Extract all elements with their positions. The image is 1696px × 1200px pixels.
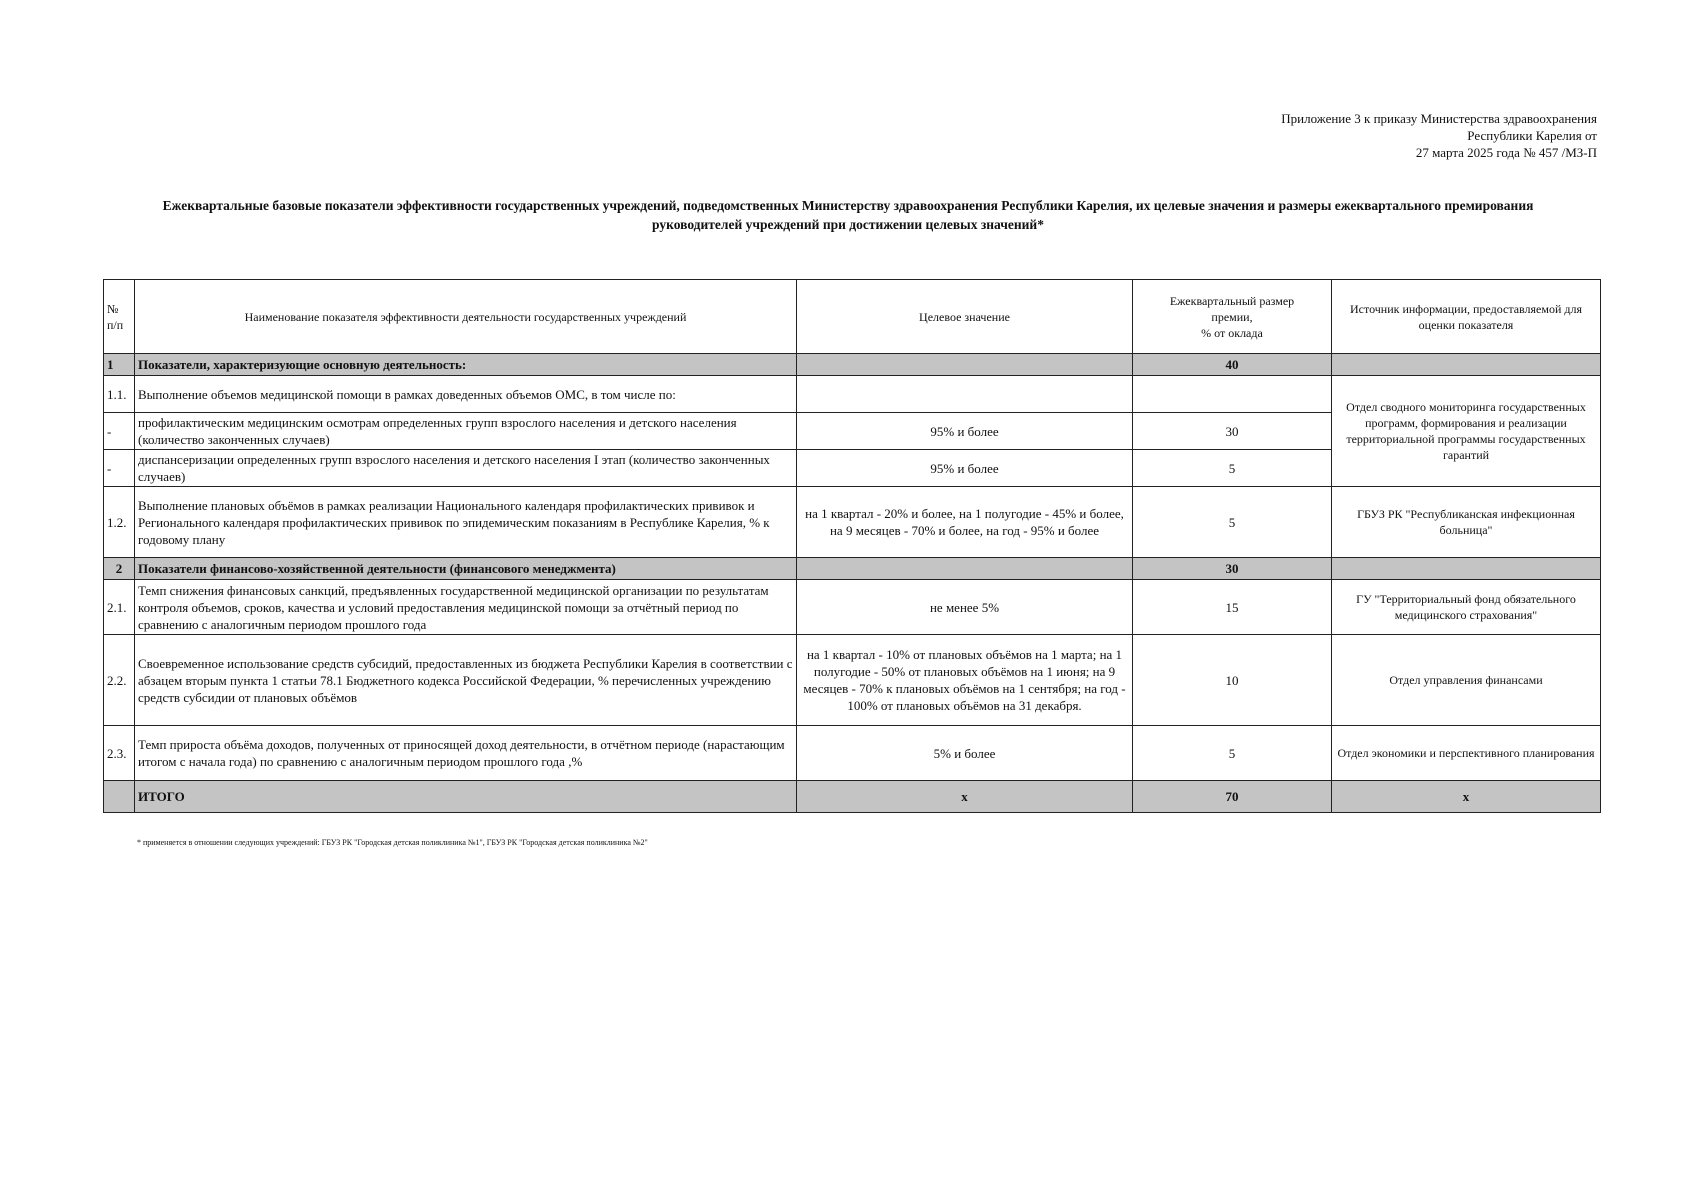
target-value: 5% и более [797, 726, 1133, 781]
row-num: - [104, 413, 135, 450]
indicator-name: Выполнение объемов медицинской помощи в рамках доведенных объемов ОМС, в том числе по: [135, 376, 797, 413]
info-source: Отдел управления финансами [1332, 635, 1601, 726]
table-row [104, 635, 1601, 726]
bonus-value: 5 [1133, 450, 1332, 487]
table-header-row [104, 280, 1601, 354]
bonus-value: 5 [1133, 726, 1332, 781]
section-row-1 [104, 354, 1601, 376]
indicator-name: Выполнение плановых объёмов в рамках реализации Национального календаря профилактических прививок и Регионального календаря профилактических прививок по эпидемическим показаниям в Республике Карелия, % к годовому плану [135, 487, 797, 558]
footnote: * применяется в отношении следующих учреждений: ГБУЗ РК "Городская детская поликлиника №1", ГБУЗ РК "Городская детская поликлиника №2" [137, 838, 648, 847]
appendix-header [1281, 110, 1597, 161]
row-num: 2 [104, 558, 135, 580]
bonus-value: 30 [1133, 413, 1332, 450]
row-num: - [104, 450, 135, 487]
header-line-3: 27 марта 2025 года № 457 /МЗ-П [1415, 145, 1597, 160]
section-row-2 [104, 558, 1601, 580]
total-source: х [1332, 781, 1601, 813]
indicator-name: Темп прироста объёма доходов, полученных от приносящей доход деятельности, в отчётном периоде (нарастающим итогом с начала года) по сравнению с аналогичным периодом прошлого года ,% [135, 726, 797, 781]
bonus-value: 10 [1133, 635, 1332, 726]
table-row [104, 580, 1601, 635]
header-source: Источник информации, предоставляемой для оценки показателя [1332, 280, 1601, 354]
info-source: Отдел сводного мониторинга государственных программ, формирования и реализации территориальной программы государственных гарантий [1332, 376, 1601, 487]
indicator-name: Своевременное использование средств субсидий, предоставленных из бюджета Республики Карелия в соответствии с абзацем вторым пункта 1 статьи 78.1 Бюджетного кодекса Российской Федерации, % перечисленных учреждению средств субсидии от плановых объёмов [135, 635, 797, 726]
total-target: х [797, 781, 1133, 813]
row-num: 1.1. [104, 376, 135, 413]
row-num: 1 [104, 354, 135, 376]
row-num: 2.3. [104, 726, 135, 781]
section-name: Показатели финансово-хозяйственной деятельности (финансового менеджмента) [135, 558, 797, 580]
header-bonus: Ежеквартальный размер премии, % от оклада [1133, 280, 1332, 354]
info-source: Отдел экономики и перспективного планирования [1332, 726, 1601, 781]
indicator-name: диспансеризации определенных групп взрослого населения и детского населения I этап (количество законченных случаев) [135, 450, 797, 487]
header-line-2: Республики Карелия от [1467, 128, 1597, 143]
target-value: на 1 квартал - 20% и более, на 1 полугодие - 45% и более, на 9 месяцев - 70% и более, на год - 95% и более [797, 487, 1133, 558]
indicators-table [103, 279, 1601, 813]
section-bonus: 30 [1133, 558, 1332, 580]
bonus-value: 15 [1133, 580, 1332, 635]
table-row [104, 487, 1601, 558]
header-line-1: Приложение 3 к приказу Министерства здравоохранения [1281, 111, 1597, 126]
row-num: 1.2. [104, 487, 135, 558]
bonus-value: 5 [1133, 487, 1332, 558]
target-value: на 1 квартал - 10% от плановых объёмов на 1 марта; на 1 полугодие - 50% от плановых объёмов на 1 июня; на 9 месяцев - 70% к плановых объёмов на 1 сентября; на год - 100% от плановых объёмов на 31 декабря. [797, 635, 1133, 726]
section-bonus: 40 [1133, 354, 1332, 376]
header-target: Целевое значение [797, 280, 1133, 354]
table-row [104, 376, 1601, 413]
total-row [104, 781, 1601, 813]
info-source: ГБУЗ РК "Республиканская инфекционная больница" [1332, 487, 1601, 558]
section-name: Показатели, характеризующие основную деятельность: [135, 354, 797, 376]
target-value: не менее 5% [797, 580, 1133, 635]
target-value: 95% и более [797, 413, 1133, 450]
document-title: Ежеквартальные базовые показатели эффективности государственных учреждений, подведомственных Министерству здравоохранения Республики Карелия, их целевые значения и размеры ежеквартального премирования руководителей учреждений при достижении целевых значений* [162, 198, 1534, 232]
target-value: 95% и более [797, 450, 1133, 487]
row-num: 2.2. [104, 635, 135, 726]
info-source: ГУ "Территориальный фонд обязательного медицинского страхования" [1332, 580, 1601, 635]
total-bonus: 70 [1133, 781, 1332, 813]
total-label: ИТОГО [135, 781, 797, 813]
indicator-name: профилактическим медицинским осмотрам определенных групп взрослого населения и детского населения (количество законченных случаев) [135, 413, 797, 450]
table-row [104, 726, 1601, 781]
indicator-name: Темп снижения финансовых санкций, предъявленных государственной медицинской организации по результатам контроля объемов, сроков, качества и условий предоставления медицинской помощи за отчётный период по сравнению с аналогичным периодом прошлого года [135, 580, 797, 635]
header-num: № п/п [104, 280, 135, 354]
row-num: 2.1. [104, 580, 135, 635]
header-name: Наименование показателя эффективности деятельности государственных учреждений [135, 280, 797, 354]
